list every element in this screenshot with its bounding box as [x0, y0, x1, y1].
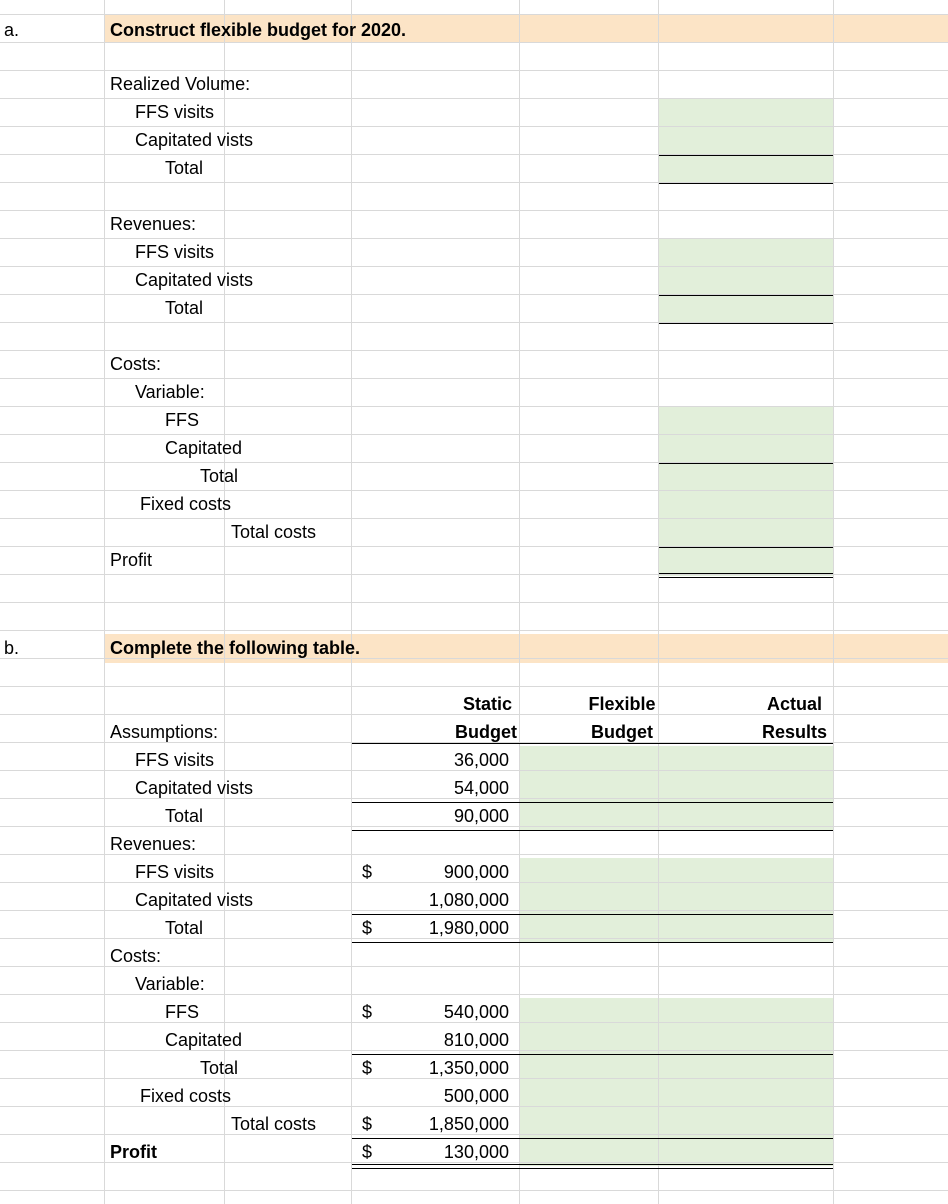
static-ffs-visits-value[interactable]: 36,000 — [453, 750, 509, 770]
section-a-marker: a. — [4, 20, 20, 40]
var-total-label: Total — [200, 466, 239, 486]
grid-row-line — [0, 602, 948, 603]
variable-label: Variable: — [135, 382, 205, 402]
b-total-label: Total — [165, 806, 204, 826]
flexible-budget-header-bottom: Budget — [591, 722, 653, 742]
b-rev-capitated-visits-label: Capitated vists — [135, 890, 254, 910]
volume-total-label: Total — [165, 158, 204, 178]
grid-row-line — [0, 406, 948, 407]
profit-label: Profit — [110, 550, 153, 570]
section-b-title: Complete the following table. — [110, 638, 361, 658]
b-capitated-visits-label: Capitated vists — [135, 778, 254, 798]
flexible-budget-header-top: Flexible — [588, 694, 656, 714]
currency-symbol: $ — [362, 862, 373, 882]
total-costs-label: Total costs — [231, 522, 317, 542]
total-rule — [659, 323, 833, 324]
subtotal-rule — [659, 155, 833, 156]
b-ffs-visits-label: FFS visits — [135, 750, 214, 770]
realized-volume-label: Realized Volume: — [110, 74, 251, 94]
subtotal-rule — [659, 547, 833, 548]
b-fixed-costs-label: Fixed costs — [140, 1086, 232, 1106]
double-rule-bottom — [659, 577, 833, 578]
static-profit-value[interactable]: 130,000 — [443, 1142, 509, 1162]
section-b-marker: b. — [4, 638, 20, 658]
total-rule — [352, 942, 833, 943]
assumptions-label: Assumptions: — [110, 722, 219, 742]
b-rev-ffs-visits-label: FFS visits — [135, 862, 214, 882]
costs-label: Costs: — [110, 354, 162, 374]
rev-capitated-visits-label: Capitated vists — [135, 270, 254, 290]
section-a-title: Construct flexible budget for 2020. — [110, 20, 407, 40]
static-rev-ffs-value[interactable]: 900,000 — [443, 862, 509, 882]
b-var-total-label: Total — [200, 1058, 239, 1078]
grid-row-line — [0, 686, 948, 687]
b-variable-label: Variable: — [135, 974, 205, 994]
subtotal-rule — [659, 295, 833, 296]
ffs-visits-label: FFS visits — [135, 102, 214, 122]
rev-total-label: Total — [165, 298, 204, 318]
static-rev-capitated-value[interactable]: 1,080,000 — [428, 890, 509, 910]
grid-row-line — [0, 630, 948, 631]
b-costs-label: Costs: — [110, 946, 162, 966]
static-cost-capitated-value[interactable]: 810,000 — [443, 1030, 509, 1050]
b-rev-total-label: Total — [165, 918, 204, 938]
capitated-visits-label: Capitated vists — [135, 130, 254, 150]
static-capitated-visits-value[interactable]: 54,000 — [453, 778, 509, 798]
static-budget-header-bottom: Budget — [455, 722, 517, 742]
b-profit-label: Profit — [110, 1142, 157, 1162]
static-rev-total-value[interactable]: 1,980,000 — [428, 918, 509, 938]
fixed-costs-label: Fixed costs — [140, 494, 232, 514]
total-rule — [352, 830, 833, 831]
currency-symbol: $ — [362, 1002, 373, 1022]
ffs-cost-label: FFS — [165, 410, 199, 430]
grid-row-line — [0, 518, 948, 519]
static-cost-ffs-value[interactable]: 540,000 — [443, 1002, 509, 1022]
b-capitated-cost-label: Capitated — [165, 1030, 243, 1050]
currency-symbol: $ — [362, 1114, 373, 1134]
input-cells-assumptions[interactable] — [520, 746, 833, 830]
currency-symbol: $ — [362, 1142, 373, 1162]
double-rule-top — [659, 573, 833, 574]
input-cells-b-revenues[interactable] — [520, 858, 833, 942]
grid-row-line — [0, 1190, 948, 1191]
actual-results-header-bottom: Results — [761, 722, 827, 742]
input-cells-b-costs[interactable] — [520, 998, 833, 1166]
double-rule-bottom — [352, 1168, 833, 1169]
input-cells-costs[interactable] — [659, 406, 833, 576]
static-total-costs-value[interactable]: 1,850,000 — [428, 1114, 509, 1134]
revenues-label: Revenues: — [110, 214, 197, 234]
currency-symbol: $ — [362, 918, 373, 938]
actual-results-header-top: Actual — [766, 694, 822, 714]
input-cells-revenues[interactable] — [659, 238, 833, 324]
grid-row-line — [0, 574, 948, 575]
static-budget-header-top: Static — [462, 694, 512, 714]
grid-row-line — [0, 14, 948, 15]
b-ffs-cost-label: FFS — [165, 1002, 199, 1022]
grid-row-line — [0, 434, 948, 435]
total-rule — [659, 183, 833, 184]
currency-symbol: $ — [362, 1058, 373, 1078]
b-revenues-label: Revenues: — [110, 834, 197, 854]
static-fixed-costs-value[interactable]: 500,000 — [443, 1086, 509, 1106]
static-cost-var-total-value[interactable]: 1,350,000 — [428, 1058, 509, 1078]
subtotal-rule — [659, 463, 833, 464]
b-total-costs-label: Total costs — [231, 1114, 317, 1134]
rev-ffs-visits-label: FFS visits — [135, 242, 214, 262]
capitated-cost-label: Capitated — [165, 438, 243, 458]
static-total-visits-value[interactable]: 90,000 — [453, 806, 509, 826]
input-cells-volume[interactable] — [659, 98, 833, 184]
